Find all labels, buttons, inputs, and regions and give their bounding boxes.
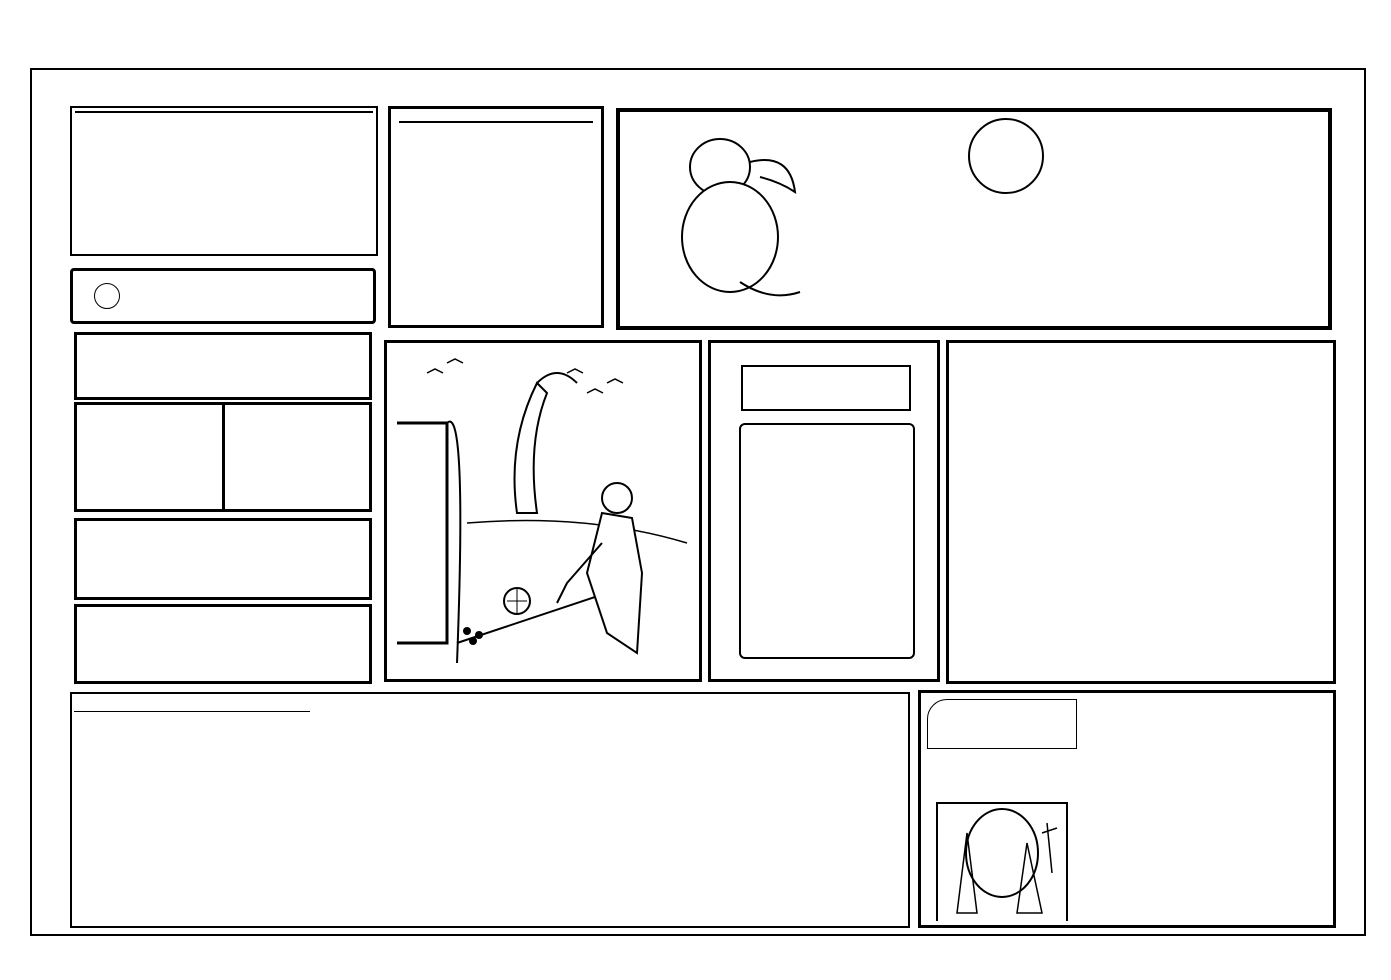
strong-weak-table-panel: [70, 106, 378, 256]
official-seal: [968, 118, 1044, 194]
scroll: [739, 423, 915, 659]
tips-panel: [388, 106, 604, 328]
treasure-map-panel: [708, 340, 940, 682]
balls-row: [70, 268, 376, 324]
puzzle-header-image: [927, 699, 1077, 749]
marksix-left-border: [38, 100, 56, 930]
analysis-panel: [946, 340, 1336, 684]
gift-box: [74, 604, 372, 684]
strong-weak-table-title: [75, 111, 373, 113]
puzzle-illustration: [927, 773, 1077, 921]
cartoon-illustration: [387, 343, 699, 679]
small-number-label: [77, 405, 225, 509]
this-period-heading-box: [74, 332, 372, 400]
cartoon-panel: [384, 340, 702, 682]
number-hot-grid: [312, 697, 907, 925]
this-period-heading: [77, 335, 369, 397]
puzzle-panel: [918, 690, 1336, 928]
odd-number-label: [225, 405, 370, 509]
draw-results-title: [74, 696, 310, 712]
recommended-numbers-box: [74, 518, 372, 600]
analysis-text-small: [959, 407, 1129, 647]
tips-special-code: [399, 121, 593, 127]
analysis-text-odd: [1155, 407, 1305, 647]
small-odd-box: [74, 402, 372, 512]
gourd-illustration: [680, 122, 810, 312]
special-number-ball: [94, 283, 120, 309]
marksix-top-border: [60, 76, 1340, 94]
marksix-right-border: [1342, 100, 1360, 930]
treasure-map-title: [741, 365, 911, 411]
banner: [616, 108, 1332, 330]
